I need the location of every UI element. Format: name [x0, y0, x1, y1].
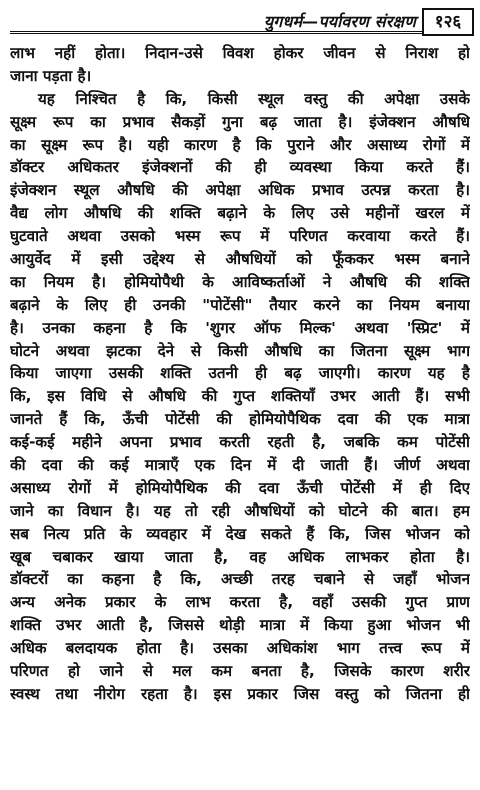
text-line: स्वस्थ तथा नीरोग रहता है। इस प्रकार जिस वस्तु को जितना ही [10, 684, 470, 703]
text-line: लाभ नहीं होता। निदान-उसे विवश होकर जीवन से निराश हो [10, 44, 470, 62]
text-line: घुटवाते अथवा उसको भस्म रूप में परिणत करवाया करते हैं। [10, 227, 470, 246]
text-line: है। उनका कहना है कि 'शुगर ऑफ मिल्क' अथवा 'स्प्रिट' में [10, 318, 470, 337]
text-line: अन्य अनेक प्रकार के लाभ करता है, वहाँ उसकी गुप्त प्राण [10, 593, 470, 612]
text-line: जाने का विधान है। यह तो रही औषधियों को घोटने की बात। हम [10, 501, 470, 520]
text-line: असाध्य रोगों में होमियोपैथिक की दवा ऊँची पोटेंसी में ही दिए [10, 478, 470, 497]
page-number: १२६ [422, 8, 474, 36]
body-text [10, 42, 470, 706]
running-header [10, 6, 476, 36]
text-line: बढ़ाने के लिए ही उनकी "पोटेंसी" तैयार करने का नियम बनाया [10, 295, 470, 314]
text-line: खूब चबाकर खाया जाता है, वह अधिक लाभकर होता है। [10, 547, 470, 566]
text-line: कि, इस विधि से औषधि की गुप्त शक्तियाँ उभर आती हैं। सभी [10, 387, 470, 406]
text-line: परिणत हो जाने से मल कम बनता है, जिसके कारण शरीर [10, 662, 470, 681]
text-line: वैद्य लोग औषधि की शक्ति बढ़ाने के लिए उसे महीनों खरल में [10, 204, 470, 223]
text-line: किया जाएगा उसकी शक्ति उतनी ही बढ़ जाएगी। कारण यह है [10, 364, 470, 383]
header-rule [10, 31, 422, 34]
text-line: सूक्ष्म रूप का प्रभाव सैकड़ों गुना बढ़ जाता है। इंजेक्शन औषधि [10, 112, 470, 131]
text-line: शक्ति उभर आती है, जिससे थोड़ी मात्रा में किया हुआ भोजन भी [10, 616, 470, 635]
text-line: आयुर्वेद में इसी उद्देश्य से औषधियों को फूँककर भस्म बनाने [10, 250, 470, 269]
text-line: की दवा की कई मात्राएँ एक दिन में दी जाती हैं। जीर्ण अथवा [10, 456, 470, 475]
text-line: जाना पड़ता है। [10, 66, 92, 85]
text-line: डॉक्टरों का कहना है कि, अच्छी तरह चबाने से जहाँ भोजन [10, 570, 470, 589]
text-line: जानते हैं कि, ऊँची पोटेंसी की होमियोपैथिक दवा की एक मात्रा [10, 410, 470, 429]
text-line: इंजेक्शन स्थूल औषधि की अपेक्षा अधिक प्रभाव उत्पन्न करता है। [10, 181, 470, 200]
text-line: कई-कई महीने अपना प्रभाव करती रहती है, जबकि कम पोटेंसी [10, 433, 470, 452]
text-line: यह निश्चित है कि, किसी स्थूल वस्तु की अपेक्षा उसके [38, 89, 470, 108]
text-line: का नियम है। होमियोपैथी के आविष्कर्ताओं ने औषधि की शक्ति [10, 272, 470, 291]
text-line: घोटने अथवा झटका देने से किसी औषधि का जितना सूक्ष्म भाग [10, 341, 470, 360]
text-line: डॉक्टर अधिकतर इंजेक्शनों की ही व्यवस्था किया करते हैं। [10, 158, 470, 177]
text-line: का सूक्ष्म रूप है। यही कारण है कि पुराने और असाध्य रोगों में [10, 135, 470, 154]
text-line: सब नित्य प्रति के व्यवहार में देख सकते हैं कि, जिस भोजन को [10, 524, 470, 543]
text-line: अधिक बलदायक होता है। उसका अधिकांश भाग तत्त्व रूप में [10, 639, 470, 658]
running-title: युगधर्म—पर्यावरण संरक्षण [263, 12, 416, 31]
